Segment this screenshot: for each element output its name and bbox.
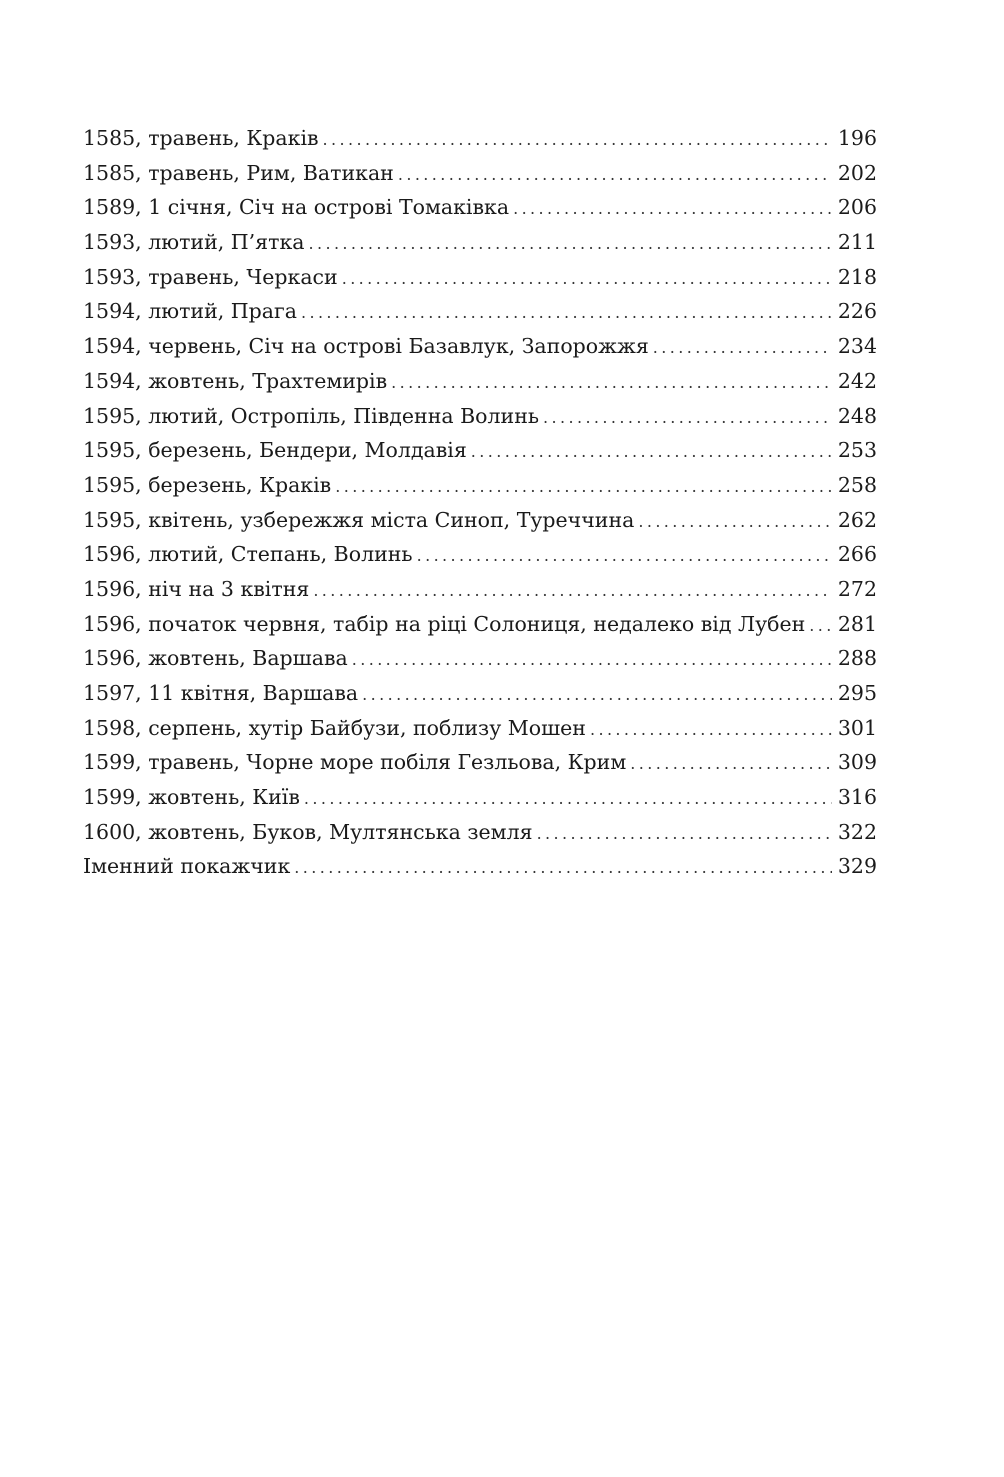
dot-leader [342, 262, 832, 297]
toc-entry-page: 295 [837, 681, 877, 705]
dot-leader [398, 158, 832, 193]
toc-entry-title: 1596, ніч на 3 квітня [83, 576, 310, 601]
dot-leader [630, 747, 832, 782]
dot-leader [301, 296, 832, 331]
toc-entry-title: 1594, червень, Січ на острові Базавлук, Запорожжя [83, 334, 649, 359]
toc-entry-page: 253 [837, 438, 877, 463]
toc-entry-page: 234 [837, 334, 877, 359]
toc-entry[interactable] [83, 711, 877, 746]
toc-entry-title: 1593, лютий, П’ятка [83, 230, 305, 255]
toc-entry[interactable] [83, 503, 877, 538]
dot-leader [417, 539, 832, 574]
dot-leader [809, 609, 832, 644]
toc-entry-page: 262 [837, 507, 877, 532]
toc-entry-page: 272 [837, 576, 877, 601]
dot-leader [471, 435, 832, 470]
toc-entry[interactable] [83, 572, 877, 607]
dot-leader [537, 817, 832, 852]
toc-entry[interactable] [83, 121, 877, 156]
dot-leader [304, 782, 832, 817]
toc-entry-title: 1599, жовтень, Київ [83, 785, 300, 810]
dot-leader [308, 227, 831, 262]
toc-entry-title: 1595, квітень, узбережжя міста Синоп, Туреччина [83, 507, 635, 532]
toc-entry-page: 281 [837, 611, 877, 636]
dot-leader [323, 123, 832, 158]
toc-entry[interactable] [83, 294, 877, 329]
toc-entry[interactable] [83, 607, 877, 642]
toc-entry-title: 1598, серпень, хутір Байбузи, поблизу Мошен [83, 715, 586, 740]
toc-entry-page: 301 [837, 715, 877, 740]
toc-entry[interactable] [83, 329, 877, 364]
toc-entry[interactable] [83, 225, 877, 260]
toc-entry[interactable] [83, 468, 877, 503]
toc-entry-page: 226 [837, 299, 877, 324]
dot-leader [590, 713, 832, 748]
toc-entry[interactable] [83, 780, 877, 815]
toc-entry-title: Іменний покажчик [83, 854, 291, 879]
toc-entry[interactable] [83, 190, 877, 225]
toc-entry-title: 1596, жовтень, Варшава [83, 646, 348, 671]
toc-entry-page: 258 [837, 472, 877, 497]
toc-entry[interactable] [83, 676, 877, 711]
dot-leader [294, 851, 832, 886]
toc-entry[interactable] [83, 537, 877, 572]
toc-entry-page: 196 [837, 126, 877, 150]
toc-entry-title: 1595, лютий, Остропіль, Південна Волинь [83, 403, 540, 428]
dot-leader [543, 401, 832, 436]
toc-entry[interactable] [83, 399, 877, 434]
toc-entry[interactable] [83, 641, 877, 676]
dot-leader [335, 470, 832, 505]
toc-entry-page: 322 [837, 819, 877, 844]
toc-entry-page: 211 [837, 230, 877, 255]
toc-entry-page: 206 [837, 195, 877, 220]
toc-entry-title: 1594, лютий, Прага [83, 299, 297, 324]
toc-entry[interactable] [83, 156, 877, 191]
toc-entry-page: 329 [837, 854, 877, 879]
toc-entry[interactable] [83, 849, 877, 884]
toc-entry[interactable] [83, 433, 877, 468]
toc-entry-page: 309 [837, 750, 877, 775]
toc-entry[interactable] [83, 364, 877, 399]
toc-entry-title: 1595, березень, Бендери, Молдавія [83, 438, 467, 463]
toc-entry-title: 1600, жовтень, Буков, Мултянська земля [83, 819, 533, 844]
toc-entry-title: 1596, лютий, Степань, Волинь [83, 542, 413, 567]
toc-entry-page: 316 [837, 785, 877, 810]
dot-leader [352, 643, 832, 678]
toc-entry-title: 1593, травень, Черкаси [83, 264, 338, 289]
toc-entry[interactable] [83, 745, 877, 780]
toc-entry-page: 288 [837, 646, 877, 671]
toc-entry-title: 1596, початок червня, табір на ріці Солониця, недалеко від Лубен [83, 611, 806, 636]
toc-entry[interactable] [83, 260, 877, 295]
table-of-contents [83, 121, 877, 884]
dot-leader [638, 505, 832, 540]
dot-leader [362, 678, 832, 713]
toc-entry-page: 248 [837, 403, 877, 428]
toc-entry-page: 202 [837, 160, 877, 185]
toc-entry[interactable] [83, 815, 877, 850]
toc-entry-title: 1595, березень, Краків [83, 472, 332, 497]
toc-entry-title: 1597, 11 квітня, Варшава [83, 681, 359, 705]
toc-entry-title: 1585, травень, Рим, Ватикан [83, 160, 394, 185]
dot-leader [513, 192, 832, 227]
dot-leader [653, 331, 832, 366]
dot-leader [391, 366, 832, 401]
toc-entry-title: 1589, 1 січня, Січ на острові Томаківка [83, 195, 510, 220]
dot-leader [313, 574, 832, 609]
toc-entry-title: 1594, жовтень, Трахтемирів [83, 368, 388, 393]
toc-entry-page: 242 [837, 368, 877, 393]
toc-entry-title: 1599, травень, Чорне море побіля Гезльова, Крим [83, 750, 627, 775]
toc-entry-title: 1585, травень, Краків [83, 126, 319, 150]
toc-entry-page: 266 [837, 542, 877, 567]
toc-entry-page: 218 [837, 264, 877, 289]
